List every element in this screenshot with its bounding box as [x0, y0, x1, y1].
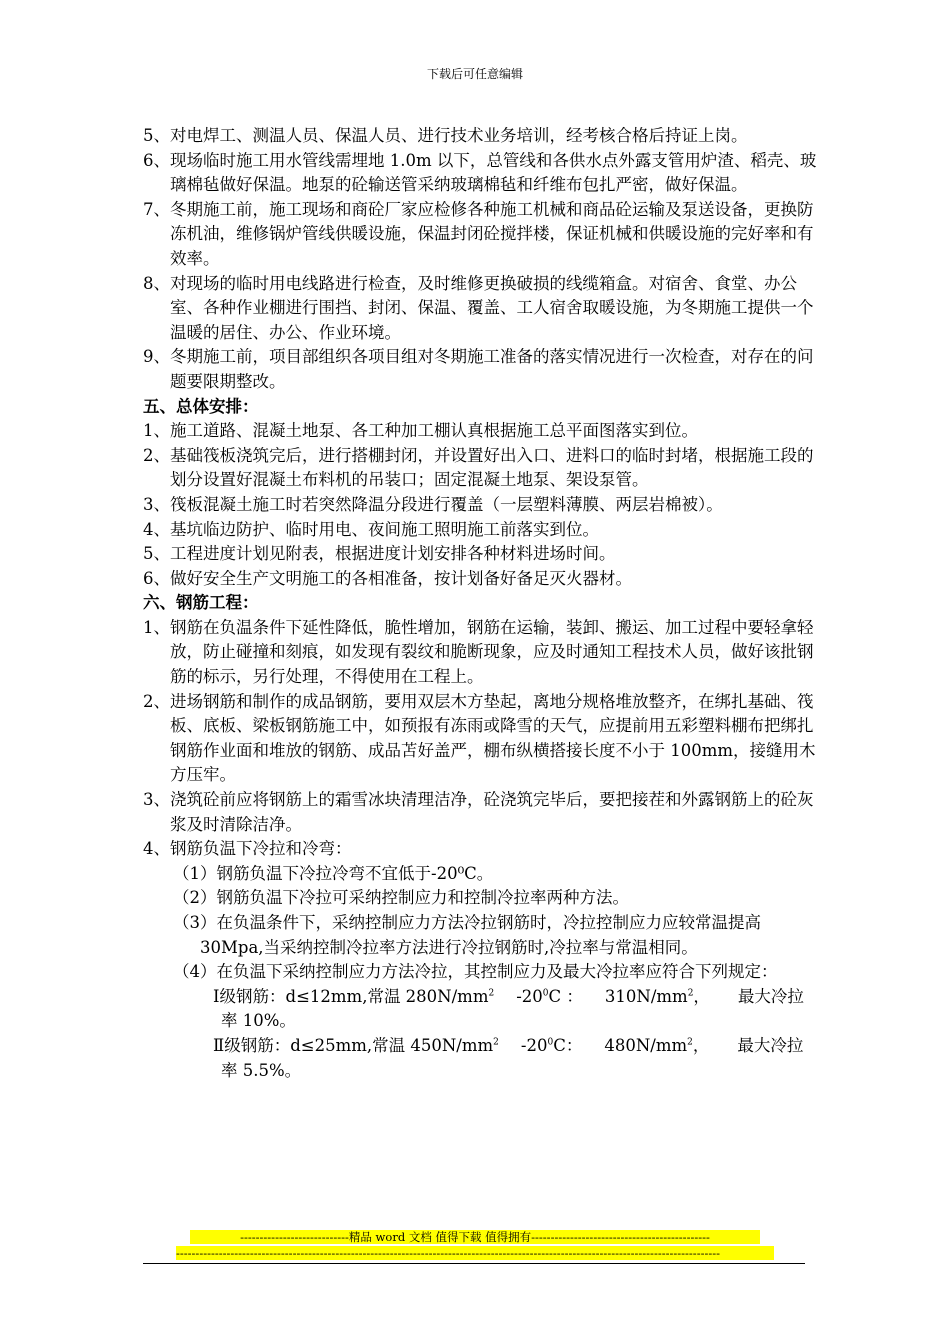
section-heading: 五、总体安排： [143, 396, 259, 416]
page-header: 下载后可任意编辑 [426, 67, 523, 81]
list-item: 6、做好安全生产文明施工的各相准备，按计划备好备足灭火器材。 [143, 568, 632, 588]
sub-item: （4）在负温下采纳控制应力方法冷拉，其控制应力及最大冷拉率应符合下列规定： [173, 962, 778, 982]
document-body [143, 124, 818, 1083]
list-item: 1、钢筋在负温条件下延性降低，脆性增加，钢筋在运输，装卸、搬运、加工过程中要轻拿轻放，防止碰撞和刻痕，如发现有裂纹和脆断现象，应及时通知工程技术人员，做好该批钢筋的标示，另行处理，不得使用在工程上。 [143, 617, 814, 687]
spec-grade: Ⅰ级钢筋：d≤12mm,常温 280N/mm [213, 986, 489, 1006]
spec-stress: 480N/mm [604, 1035, 688, 1055]
list-item: 5、工程进度计划见附表，根据进度计划安排各种材料进场时间。 [143, 544, 616, 564]
spec-superscript: 2 [687, 1037, 693, 1048]
spec-max: 最大冷拉率 5.5%。 [221, 1035, 804, 1080]
section-heading: 六、钢筋工程： [143, 593, 259, 613]
sub-item: （1）钢筋负温下冷拉冷弯不宜低于-20⁰C。 [173, 863, 494, 883]
list-item: 9、冬期施工前，项目部组织各项目组对冬期施工准备的落实情况进行一次检查，对存在的问题要限期整改。 [143, 347, 814, 391]
sub-item: （2）钢筋负温下冷拉可采纳控制应力和控制冷拉率两种方法。 [173, 888, 629, 908]
spec-stress: 310N/mm [604, 986, 688, 1006]
spec-sep: ， [692, 1035, 710, 1055]
spec-max: 最大冷拉率 10%。 [221, 986, 804, 1031]
list-item: 4、基坑临边防护、临时用电、夜间施工照明施工前落实到位。 [143, 519, 599, 539]
spec-superscript: 0 [547, 1037, 554, 1048]
footer-banner-dashes: -------------------------------------------------------------------------------------------------------------------------------------------- [176, 1246, 774, 1260]
spec-sep: ， [693, 986, 710, 1006]
list-item: 1、施工道路、混凝土地泵、各工种加工棚认真根据施工总平面图落实到位。 [143, 421, 698, 441]
list-item: 3、筏板混凝土施工时若突然降温分段进行覆盖（一层塑料薄膜、两层岩棉被）。 [143, 494, 723, 514]
steel-spec-grade-1 [143, 985, 818, 1034]
list-item: 2、进场钢筋和制作的成品钢筋，要用双层木方垫起，离地分规格堆放整齐，在绑扎基础、筏板、底板、梁板钢筋施工中，如预报有冻雨或降雪的天气，应提前用五彩塑料棚布把绑扎钢筋作业面和堆放的钢筋、成品苫好盖严，棚布纵横搭接长度不小于 100mm，接缝用木方压牢。 [143, 691, 816, 785]
footer-banner: ----------------------------精品 word 文档 值得下载 值得拥有---------------------------------------------- [190, 1230, 760, 1244]
sub-item: （3）在负温条件下，采纳控制应力方法冷拉钢筋时，冷拉控制应力应较常温提高 30Mpa,当采纳控制冷拉率方法进行冷拉钢筋时,冷拉率与常温相同。 [173, 913, 761, 957]
spec-superscript: 2 [493, 1037, 499, 1048]
list-item: 3、浇筑砼前应将钢筋上的霜雪冰块清理洁净，砼浇筑完毕后，要把接茬和外露钢筋上的砼灰浆及时清除洁净。 [143, 790, 814, 834]
list-item: 6、现场临时施工用水管线需埋地 1.0m 以下，总管线和各供水点外露支管用炉渣、稻壳、玻璃棉毡做好保温。地泵的砼输送管采纳玻璃棉毡和纤维布包扎严密，做好保温。 [143, 150, 817, 195]
list-item: 5、对电焊工、测温人员、保温人员、进行技术业务培训，经考核合格后持证上岗。 [143, 126, 748, 145]
spec-temp-unit: C： [553, 1035, 583, 1055]
list-item: 7、冬期施工前，施工现场和商砼厂家应检修各种施工机械和商品砼运输及泵送设备，更换防冻机油，维修锅炉管线供暖设施，保温封闭砼搅拌楼，保证机械和供暖设施的完好率和有效率。 [143, 199, 814, 268]
steel-spec-grade-2 [143, 1034, 818, 1083]
spec-superscript: 2 [687, 988, 694, 999]
spec-temp-unit: C ： [548, 986, 583, 1006]
list-item: 4、钢筋负温下冷拉和冷弯： [143, 839, 352, 859]
spec-grade: Ⅱ级钢筋：d≤25mm,常温 450N/mm [213, 1035, 494, 1055]
spec-superscript: 2 [488, 988, 495, 999]
list-item: 2、基础筏板浇筑完后，进行搭棚封闭，并设置好出入口、进料口的临时封堵，根据施工段的划分设置好混凝土布料机的吊装口；固定混凝土地泵、架设泵管。 [143, 445, 814, 490]
spec-temp: -20 [516, 986, 543, 1006]
spec-temp: -20 [520, 1035, 548, 1055]
spec-superscript: 0 [542, 988, 549, 999]
list-item: 8、对现场的临时用电线路进行检查，及时维修更换破损的线缆箱盒。对宿舍、食堂、办公室、各种作业棚进行围挡、封闭、保温、覆盖、工人宿舍取暖设施，为冬期施工提供一个温暖的居住、办公、作业环境。 [143, 273, 814, 342]
footer-rule [143, 1263, 805, 1264]
